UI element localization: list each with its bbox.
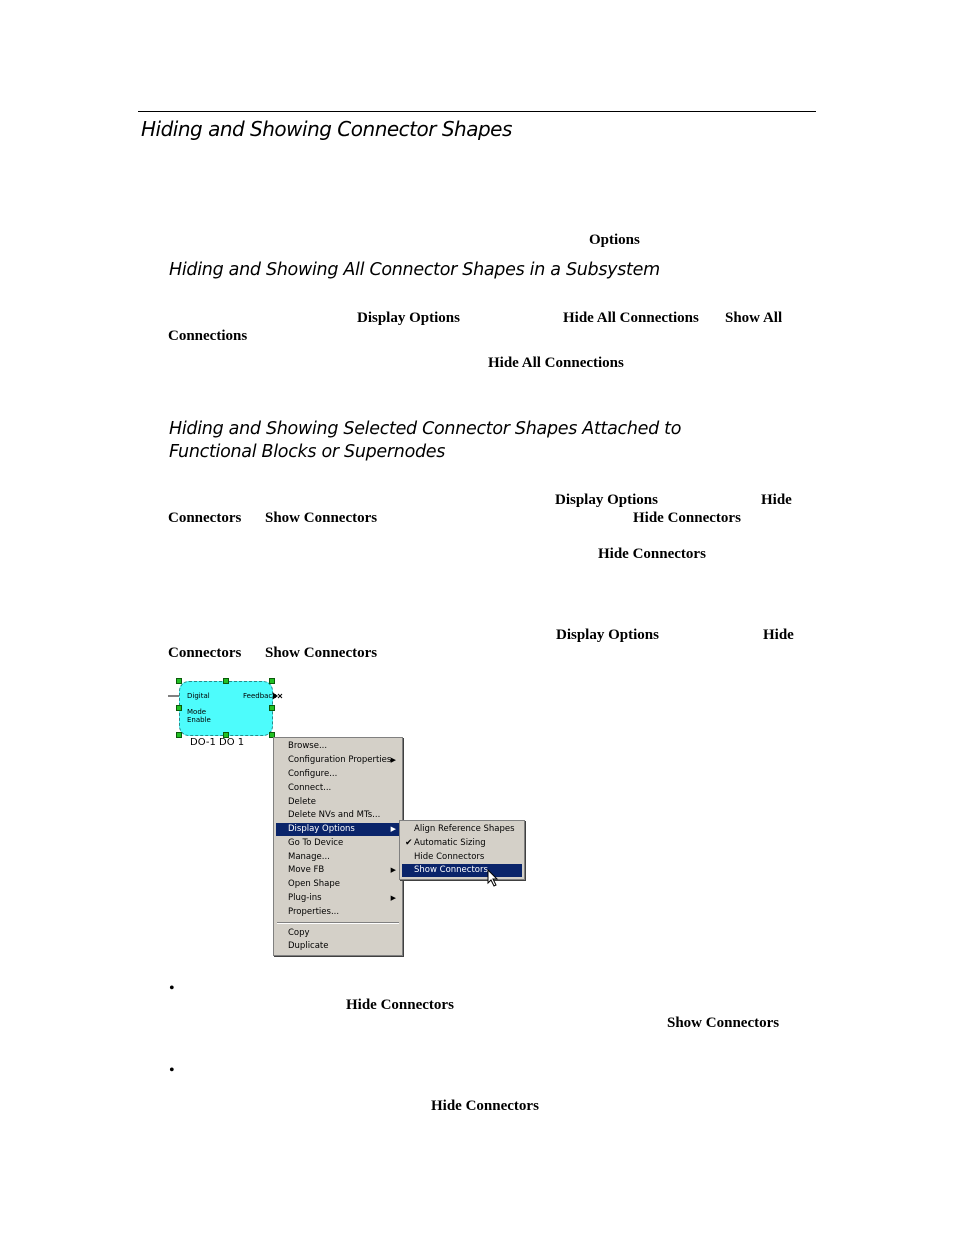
- submenu-arrow-icon: ▶: [390, 894, 396, 902]
- term-options: Options: [589, 232, 640, 248]
- page-title: Hiding and Showing Connector Shapes: [141, 117, 512, 141]
- term-hide-connectors-2: Hide Connectors: [598, 546, 706, 562]
- menu-separator: [277, 922, 399, 924]
- submenu-item-automatic-sizing[interactable]: ✔ Automatic Sizing: [405, 838, 486, 848]
- term-hide-connectors-1: Hide Connectors: [633, 510, 741, 526]
- menu-item-display-options[interactable]: Display Options ▶: [276, 823, 400, 836]
- header-rule: [138, 111, 816, 112]
- section-heading-selected-1: Hiding and Showing Selected Connector Shapes Attached to: [169, 419, 682, 439]
- term-display-options-3: Display Options: [556, 627, 659, 643]
- submenu-arrow-icon: ▶: [390, 756, 396, 764]
- bullet-2: •: [169, 1062, 175, 1079]
- menu-item-copy[interactable]: Copy: [288, 928, 310, 938]
- menu-item-manage[interactable]: Manage...: [288, 852, 330, 862]
- port-label-enable: Enable: [187, 716, 211, 724]
- term-hide-all-connections-1: Hide All Connections: [563, 310, 699, 326]
- term-show-connectors-2: Show Connectors: [265, 645, 378, 661]
- menu-item-delete-nvs-mts[interactable]: Delete NVs and MTs...: [288, 810, 381, 820]
- term-hide-connectors-3: Hide Connectors: [346, 997, 454, 1013]
- submenu-item-align-reference-shapes[interactable]: Align Reference Shapes: [414, 824, 515, 834]
- port-label-feedback: Feedback: [243, 692, 277, 700]
- term-hide-connectors-4: Hide Connectors: [431, 1098, 539, 1114]
- menu-item-move-fb[interactable]: Move FB ▶: [288, 865, 396, 875]
- menu-item-open-shape[interactable]: Open Shape: [288, 879, 341, 889]
- menu-item-connect[interactable]: Connect...: [288, 783, 332, 793]
- submenu-item-hide-connectors[interactable]: Hide Connectors: [414, 852, 485, 862]
- block-caption: DO-1 DO 1: [190, 737, 245, 748]
- submenu-arrow-icon: ▶: [390, 825, 396, 833]
- section-heading-selected-2: Functional Blocks or Supernodes: [169, 442, 446, 462]
- selection-handle[interactable]: [269, 705, 275, 711]
- term-connectors-2: Connectors: [168, 645, 242, 661]
- term-display-options-1: Display Options: [357, 310, 460, 326]
- menu-item-configuration-properties[interactable]: Configuration Properties ▶: [288, 755, 396, 765]
- selection-handle[interactable]: [269, 678, 275, 684]
- menu-item-delete[interactable]: Delete: [288, 797, 316, 807]
- term-display-options-2: Display Options: [555, 492, 658, 508]
- port-label-mode: Mode: [187, 708, 207, 716]
- term-connectors-1: Connectors: [168, 510, 242, 526]
- term-hide-all-connections-2: Hide All Connections: [488, 355, 624, 371]
- display-options-submenu: [399, 820, 525, 880]
- mouse-pointer-icon: [487, 869, 499, 887]
- selection-handle[interactable]: [176, 705, 182, 711]
- menu-item-plug-ins[interactable]: Plug-ins ▶: [288, 893, 396, 903]
- term-show-connectors-3: Show Connectors: [667, 1015, 780, 1031]
- selection-handle[interactable]: [176, 678, 182, 684]
- menu-item-browse[interactable]: Browse...: [288, 741, 328, 751]
- term-show-connectors-1: Show Connectors: [265, 510, 378, 526]
- context-menu: [273, 737, 403, 956]
- term-connections: Connections: [168, 328, 248, 344]
- menu-item-configure[interactable]: Configure...: [288, 769, 338, 779]
- checkmark-icon: ✔: [405, 838, 413, 848]
- menu-item-go-to-device[interactable]: Go To Device: [288, 838, 344, 848]
- menu-item-duplicate[interactable]: Duplicate: [288, 941, 329, 951]
- selection-handle[interactable]: [223, 678, 229, 684]
- selection-handle[interactable]: [176, 732, 182, 738]
- term-show-all: Show All: [725, 310, 783, 326]
- submenu-arrow-icon: ▶: [390, 866, 396, 874]
- bullet-1: •: [169, 980, 175, 997]
- port-label-digital: Digital: [187, 692, 210, 700]
- term-hide-2: Hide: [763, 627, 794, 643]
- section-heading-all: Hiding and Showing All Connector Shapes in a Subsystem: [169, 260, 660, 280]
- submenu-item-show-connectors[interactable]: Show Connectors: [402, 864, 522, 877]
- menu-item-properties[interactable]: Properties...: [288, 907, 340, 917]
- term-hide-1: Hide: [761, 492, 792, 508]
